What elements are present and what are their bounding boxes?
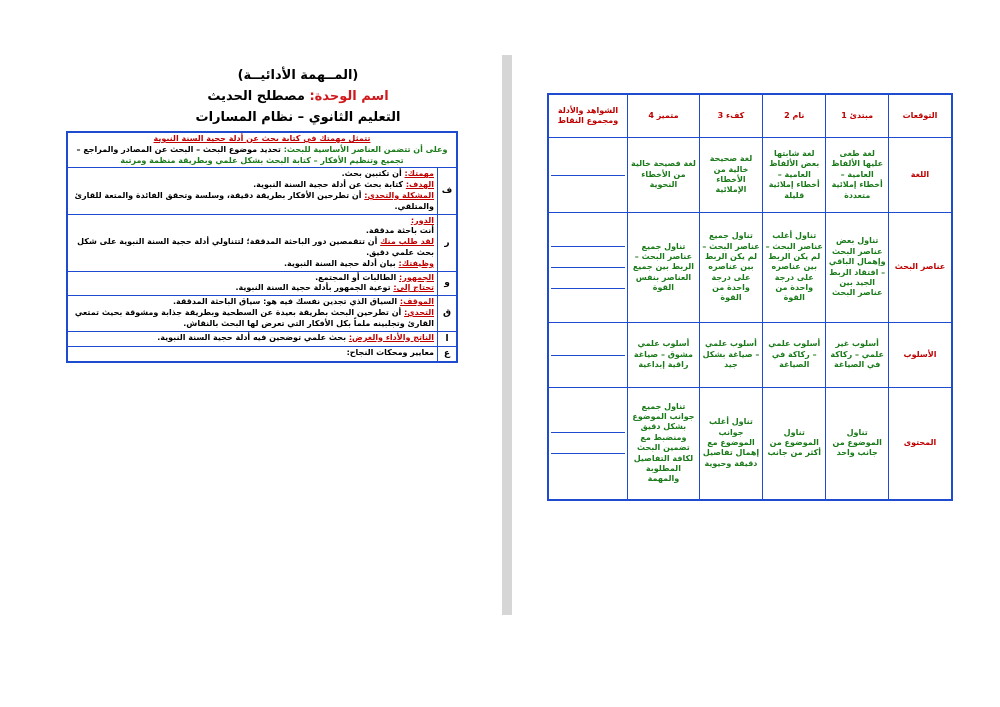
grasps-intro-row	[67, 132, 457, 168]
level-3-cell: لغة صحيحة خالية من الأخطاء الإملائية	[699, 138, 762, 213]
level-4-cell: تناول جميع عناصر البحث – الربط بين جميع العناصر بنفس القوة	[628, 213, 700, 323]
level-1-cell: لغة طغى عليها الألفاظ العامية – أخطاء إملائية متعددة	[826, 138, 889, 213]
grasps-row-audience	[67, 271, 457, 296]
grasps-letter: ا	[438, 331, 458, 346]
header-level-1: مبتدئ 1	[826, 94, 889, 138]
intro-line-2: وعلى أن تتضمن العناصر الأساسية للبحث: تحديد موضوع البحث – البحث عن المصادر والمراجع –	[76, 144, 448, 154]
task-title: (المــهمة الأدائيــة)	[237, 68, 359, 83]
title-block	[138, 68, 458, 125]
grasps-intro	[67, 132, 457, 168]
header-evidence: الشواهد والأدلة ومجموع النقاط	[548, 94, 628, 138]
level-4-cell: تناول جميع جوانب الموضوع بشكل دقيق ومنضبط مع تضمين البحث لكافة التفاصيل المطلوبة والمهمة	[628, 388, 700, 500]
level-4-cell: لغة فصيحة خالية من الأخطاء النحوية	[628, 138, 700, 213]
grasps-content: معايير ومحكات النجاح:	[67, 346, 438, 362]
rubric-row-language	[548, 138, 952, 213]
grasps-letter: و	[438, 271, 458, 296]
grasps-row-standards	[67, 346, 457, 362]
level-3-cell: تناول أغلب جوانب الموضوع مع إهمال تفاصيل دقيقة وحيوية	[699, 388, 762, 500]
task-page	[58, 68, 458, 363]
level-1-cell: أسلوب غير علمي – ركاكة في الصياغة	[826, 323, 889, 388]
grasps-content: الناتج والأداء والغرض: بحث علمي توضحين فيه أدلة حجية السنة النبوية.	[67, 331, 438, 346]
grasps-content: مهمتك: أن تكتبين بحث. الهدف: كتابة بحث عن أدلة حجية السنة النبوية. المشكلة والتحدي: أن تطرحين الأفكار بطريقة دقيقة، وسلسة وتحقق الفائدة والمتعة للقارئ والمتلقي.	[67, 168, 438, 214]
intro-line-1: تتمثل مهمتك في كتابة بحث عن أدلة حجية السنة النبوية	[153, 134, 371, 143]
criterion-cell: عناصر البحث	[889, 213, 953, 323]
header-level-3: كفء 3	[699, 94, 762, 138]
rubric-row-content	[548, 388, 952, 500]
unit-name	[138, 89, 458, 104]
evidence-cell	[548, 138, 628, 213]
level-2-cell: لغة شابتها بعض الألفاظ العامية – أخطاء إملائية قليلة	[763, 138, 826, 213]
level-3-cell: أسلوب علمي – صياغة بشكل جيد	[699, 323, 762, 388]
rubric-row-elements	[548, 213, 952, 323]
grasps-row-goal	[67, 168, 457, 214]
grasps-letter: ر	[438, 214, 458, 271]
rubric-header-row	[548, 94, 952, 138]
rubric-table	[547, 93, 953, 501]
level-1-cell: تناول بعض عناصر البحث وإهمال الباقي – افتقاد الربط الجيد بين عناصر البحث	[826, 213, 889, 323]
rubric-row-style	[548, 323, 952, 388]
level-2-cell: تناول الموضوع من أكثر من جانب	[763, 388, 826, 500]
criterion-cell: المحتوى	[889, 388, 953, 500]
level-2-cell: تناول أغلب عناصر البحث – لم يكن الربط بين عناصره على درجة واحدة من القوة	[763, 213, 826, 323]
grasps-row-situation	[67, 296, 457, 331]
grasps-letter: ع	[438, 346, 458, 362]
level-3-cell: تناول جميع عناصر البحث – لم يكن الربط بين عناصره على درجة واحدة من القوة	[699, 213, 762, 323]
evidence-cell	[548, 213, 628, 323]
unit-label: اسم الوحدة:	[309, 89, 389, 104]
evidence-cell	[548, 388, 628, 500]
criterion-cell: الأسلوب	[889, 323, 953, 388]
grasps-table	[66, 131, 458, 363]
header-expectations: التوقعات	[889, 94, 953, 138]
grasps-row-product	[67, 331, 457, 346]
grasps-letter: ق	[438, 296, 458, 331]
level-4-cell: أسلوب علمي مشوق – صياغة راقية إبداعية	[628, 323, 700, 388]
grasps-content: الجمهور: الطالبات أو المجتمع. تحتاج إلى: توعية الجمهور بأدلة حجية السنة النبوية.	[67, 271, 438, 296]
grasps-content: الموقف: السياق الذي تجدين نفسك فيه هو: سياق الباحثة المدققة. التحدي: أن تطرحين البحث بطريقة بعيدة عن السطحية وبطريقة جذابة ومشوقة بحيث تمتعي القارئ وتجلبينه ملماً بكل الأفكار التي تعرض لها البحث بالنقاش.	[67, 296, 438, 331]
header-level-2: نام 2	[763, 94, 826, 138]
level-1-cell: تناول الموضوع من جانب واحد	[826, 388, 889, 500]
grasps-letter: ف	[438, 168, 458, 214]
level-2-cell: أسلوب علمي – ركاكة في الصياغة	[763, 323, 826, 388]
grasps-content: الدور: أنت باحثة مدققة. لقد طلب منك أن تتقمصين دور الباحثة المدققة؛ لتتناولي أدلة حجية السنة النبوية على شكل بحث علمي دقيق. وظيفتك: بيان أدلة حجية السنة النبوية.	[67, 214, 438, 271]
page-gutter	[502, 55, 512, 615]
subtitle: التعليم الثانوي – نظام المسارات	[195, 110, 401, 125]
intro-line-3: تجميع وتنظيم الأفكار – كتابة البحث بشكل علمي وبطريقة منظمة ومرتبة	[120, 155, 404, 165]
criterion-cell: اللغة	[889, 138, 953, 213]
grasps-row-role	[67, 214, 457, 271]
header-level-4: متميز 4	[628, 94, 700, 138]
evidence-cell	[548, 323, 628, 388]
unit-value: مصطلح الحديث	[207, 89, 310, 104]
